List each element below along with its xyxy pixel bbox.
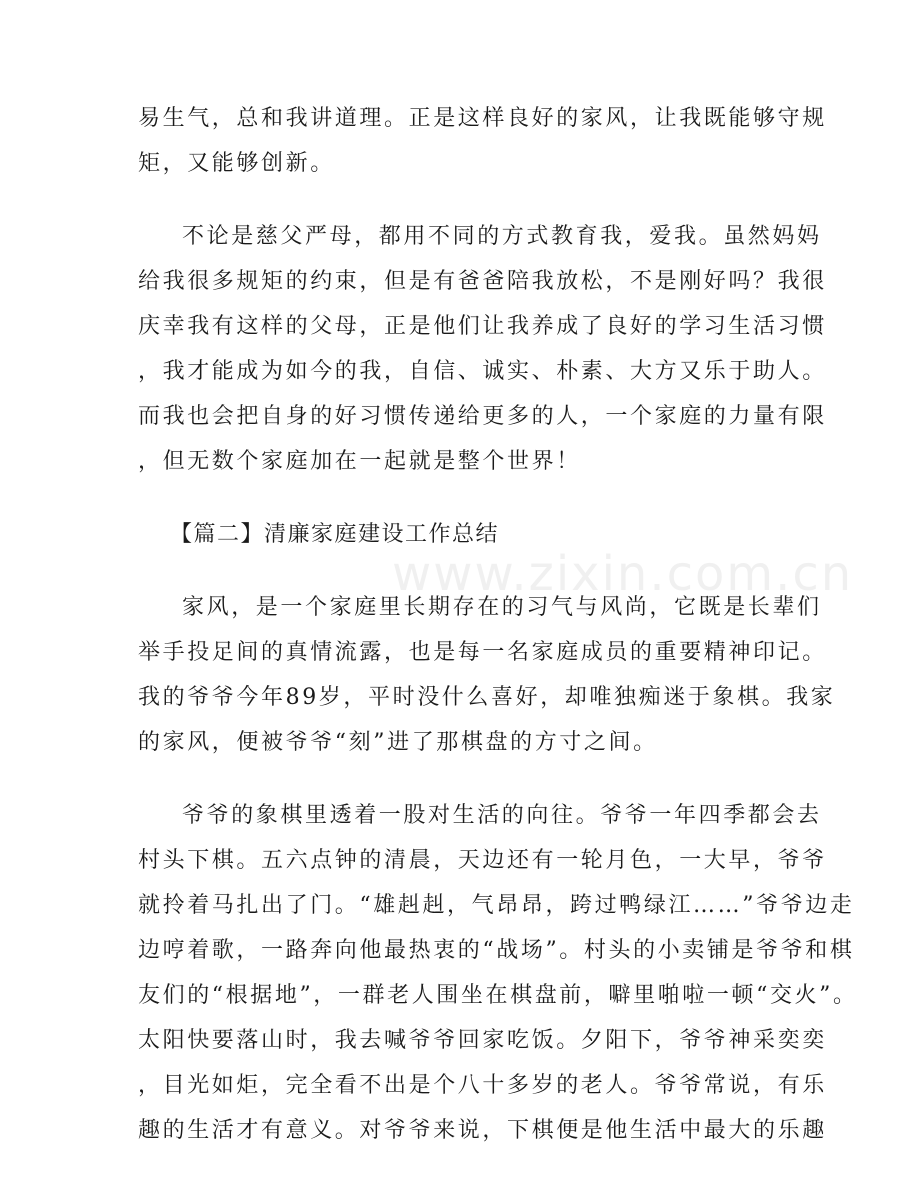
text-line: 矩，又能够创新。 — [138, 151, 335, 176]
paragraph-3 — [138, 585, 836, 765]
text-line: 家风，是一个家庭里长期存在的习气与风尚，它既是长辈们 — [182, 595, 822, 620]
heading-text: 【篇二】清廉家庭建设工作总结 — [170, 522, 500, 547]
text-line: 给我很多规矩的约束，但是有爸爸陪我放松，不是刚好吗？我很 — [138, 269, 827, 294]
text-line: ，但无数个家庭加在一起就是整个世界！ — [138, 449, 581, 474]
text-line: 我的爷爷今年89岁，平时没什么喜好，却唯独痴迷于象棋。我家 — [138, 685, 836, 710]
paragraph-4 — [138, 793, 858, 1153]
section-heading — [138, 512, 786, 557]
text-line: 举手投足间的真情流露，也是每一名家庭成员的重要精神印记。 — [138, 640, 827, 665]
text-line: 不论是慈父严母，都用不同的方式教育我，爱我。虽然妈妈 — [182, 224, 822, 249]
text-line: 的家风，便被爷爷“刻”进了那棋盘的方寸之间。 — [138, 730, 658, 755]
text-line: ，目光如炬，完全看不出是个八十多岁的老人。爷爷常说，有乐 — [138, 1073, 827, 1098]
text-line: 趣的生活才有意义。对爷爷来说，下棋便是他生活中最大的乐趣 — [138, 1118, 827, 1143]
text-line: 而我也会把自身的好习惯传递给更多的人，一个家庭的力量有限 — [138, 404, 827, 429]
text-line: 友们的“根据地”，一群老人围坐在棋盘前，噼里啪啦一顿“交火”。 — [138, 983, 858, 1008]
text-line: 边哼着歌，一路奔向他最热衷的“战场”。村头的小卖铺是爷爷和棋 — [138, 938, 855, 963]
document-page — [138, 96, 858, 1153]
text-line: 太阳快要落山时，我去喊爷爷回家吃饭。夕阳下，爷爷神采奕奕 — [138, 1028, 827, 1053]
text-line: 就拎着马扎出了门。“雄赳赳，气昂昂，跨过鸭绿江……”爷爷边走 — [138, 893, 855, 918]
text-line: 庆幸我有这样的父母，正是他们让我养成了良好的学习生活习惯 — [138, 314, 827, 339]
text-line: 爷爷的象棋里透着一股对生活的向往。爷爷一年四季都会去 — [182, 803, 822, 828]
text-line: 易生气，总和我讲道理。正是这样良好的家风，让我既能够守规 — [138, 106, 827, 131]
text-line: 村头下棋。五六点钟的清晨，天边还有一轮月色，一大早，爷爷 — [138, 848, 827, 873]
paragraph-1 — [138, 96, 827, 186]
text-line: ，我才能成为如今的我，自信、诚实、朴素、大方又乐于助人。 — [138, 359, 827, 384]
watermark-text: www.zixin.com.cn — [392, 546, 854, 602]
paragraph-2 — [138, 214, 827, 484]
